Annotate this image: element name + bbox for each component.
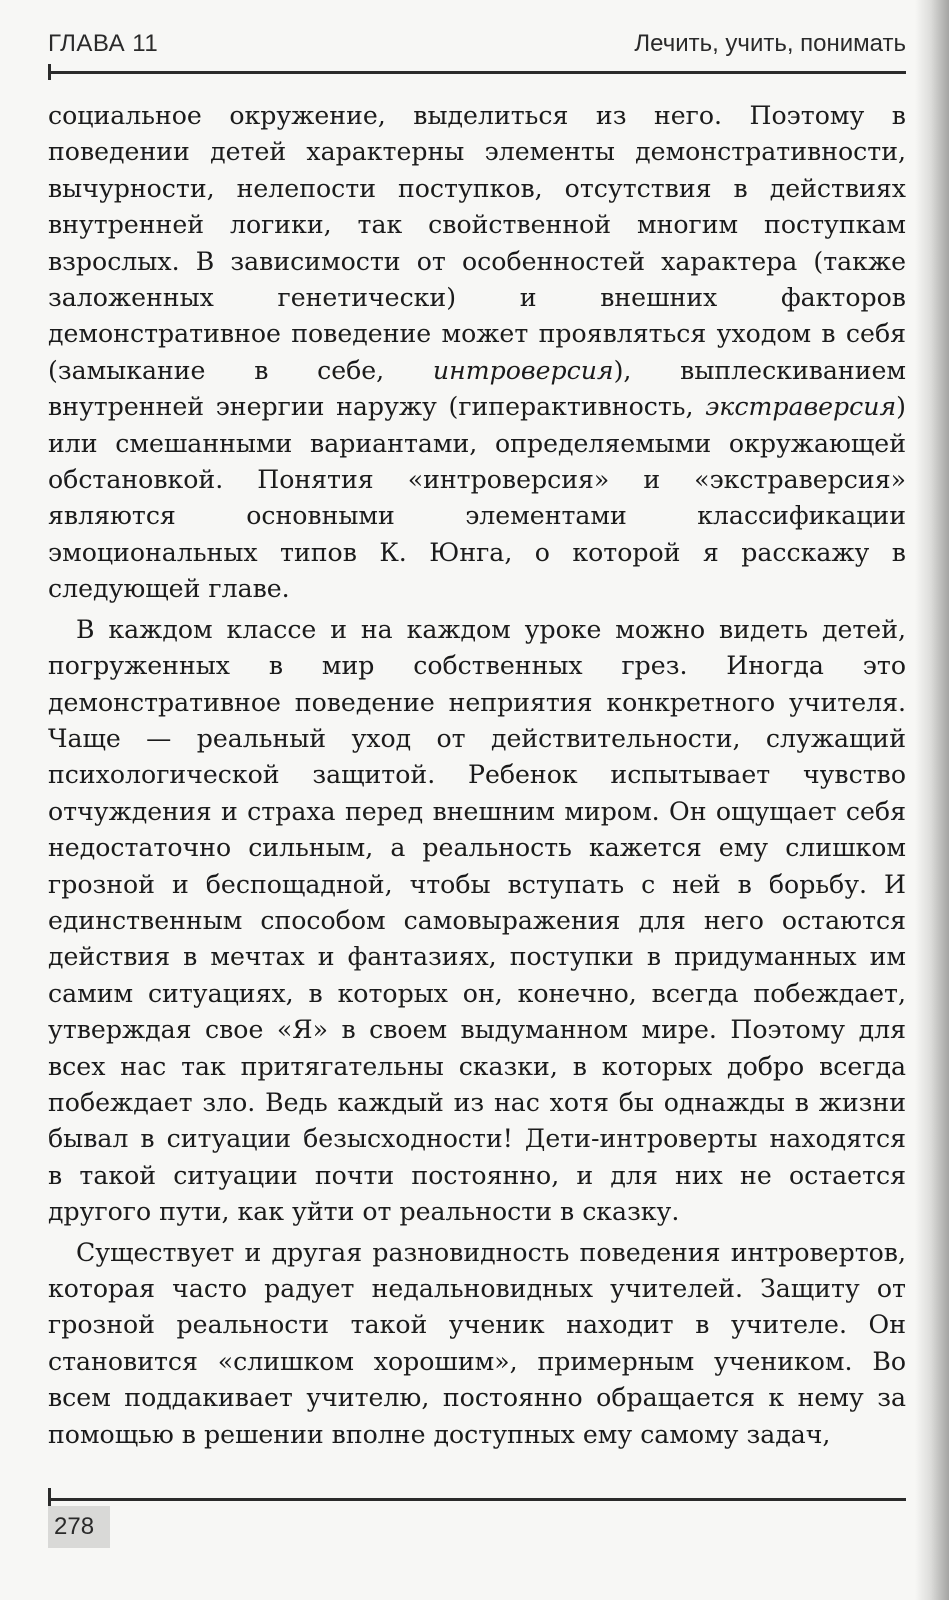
scan-edge-shadow bbox=[915, 0, 949, 1600]
header-rule bbox=[48, 71, 906, 74]
footer-rule-tick bbox=[48, 1488, 51, 1506]
section-title: Лечить, учить, понимать bbox=[634, 30, 906, 57]
chapter-label: ГЛАВА 11 bbox=[48, 30, 159, 57]
paragraph-2: В каждом классе и на каждом уроке можно видеть детей, погруженных в мир собственных грез. Иногда это демонстративное поведение неприятия конкретного учителя. Чаще — реальный уход от действительности, служащий психологической защитой. Ребенок испытывает чувство отчуждения и страха перед внешним миром. Он ощущает себя недостаточно сильным, а реальность кажется ему слишком грозной и беспощадной, чтобы вступать с ней в борьбу. И единственным способом самовыражения для него остаются действия в мечтах и фантазиях, поступки в придуманных им самим ситуациях, в которых он, конечно, всегда побеждает, утверждая свое «Я» в своем выдуманном мире. Поэтому для всех нас так притягательны сказки, в которых добро всегда побеждает зло. Ведь каждый из нас хотя бы однажды в жизни бывал в ситуации безысходности! Дети-интроверты находятся в такой ситуации почти постоянно, и для них не остается другого пути, как уйти от реальности в сказку. bbox=[48, 614, 906, 1227]
paragraph-1-text-a: социальное окружение, выделиться из него. Поэтому в поведении детей характерны элементы демонстративности, вычурности, нелепости поступков, отсутствия в действиях внутренней логики, так свойственной многим поступкам взрослых. В зависимости от особенностей характера (также заложенных генетически) и внешних факторов демонстративное поведение может проявляться уходом в себя (замыкание в себе, bbox=[48, 101, 906, 385]
term-extraversion: экстраверсия bbox=[705, 392, 897, 422]
paragraph-1 bbox=[48, 98, 906, 608]
paragraph-1-text-c: ) или смешанными вариантами, определяемыми окружающей обстановкой. Понятия «интроверсия» и «экстраверсия» являются основными элементами классификации эмоциональных типов К. Юнга, о которой я расскажу в следующей главе. bbox=[48, 392, 906, 604]
running-head bbox=[48, 30, 906, 64]
paragraph-3: Существует и другая разновидность поведения интровертов, которая часто радует недальновидных учителей. Защиту от грозной реальности такой ученик находит в учителе. Он становится «слишком хорошим», примерным учеником. Во всем поддакивает учителю, постоянно обращается к нему за помощью в решении вполне доступных ему самому задач, bbox=[48, 1237, 906, 1449]
body-text bbox=[48, 98, 906, 1453]
footer-rule bbox=[48, 1498, 906, 1501]
term-introversion: интроверсия bbox=[432, 355, 614, 385]
page-number: 278 bbox=[54, 1513, 95, 1540]
paragraph-1-text-b: ), выплескиванием внутренней энергии наружу (гиперактивность, bbox=[48, 355, 906, 422]
